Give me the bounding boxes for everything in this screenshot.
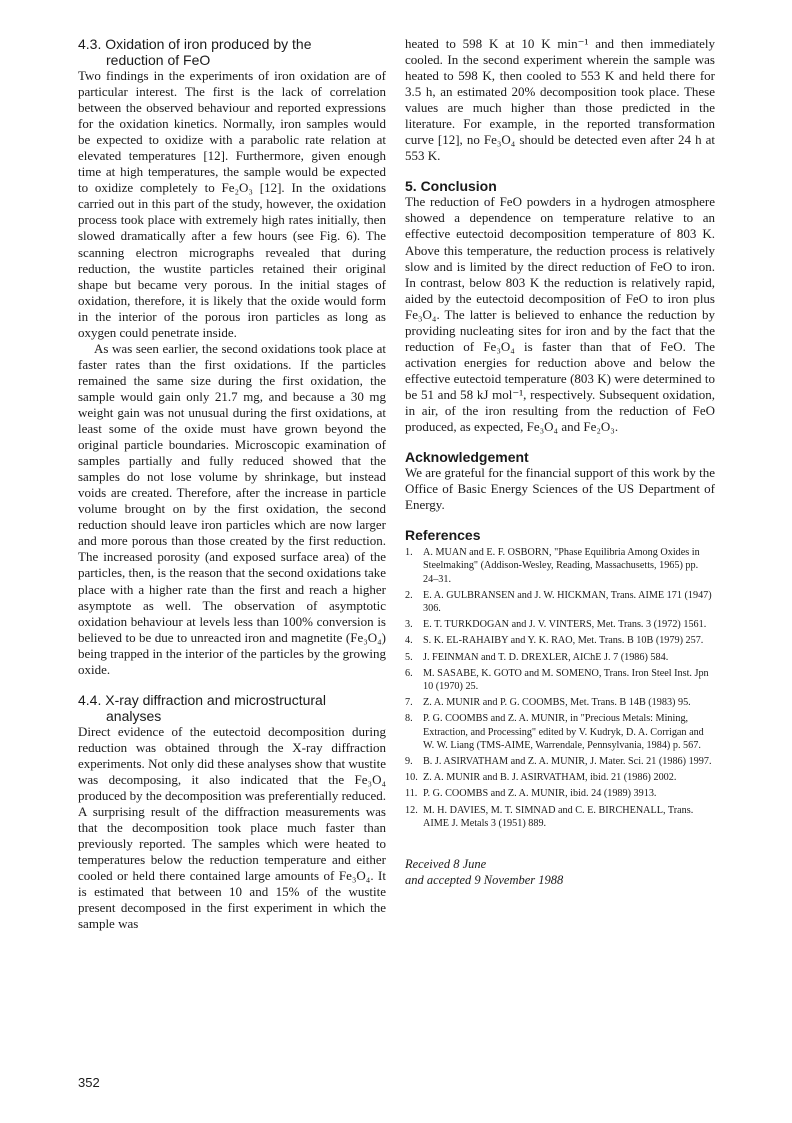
reference-number: 4. [405,635,413,647]
reference-text: E. A. GULBRANSEN and J. W. HICKMAN, Trans. AIME 171 (1947) 306. [423,589,712,615]
reference-text: M. SASABE, K. GOTO and M. SOMENO, Trans. Iron Steel Inst. Jpn 10 (1970) 25. [423,667,709,693]
reference-text: J. FEINMAN and T. D. DREXLER, AIChE J. 7 (1986) 584. [423,651,669,663]
reference-item [405,712,715,752]
reference-item [405,696,715,709]
reference-text: P. G. COOMBS and Z. A. MUNIR, ibid. 24 (1989) 3913. [423,788,657,800]
right-column [405,36,715,888]
reference-number: 3. [405,619,413,631]
reference-text: P. G. COOMBS and Z. A. MUNIR, in "Precious Metals: Mining, Extraction, and Processing" edited by V. Kudryk, D. A. Corrigan and W. W. Liang (TMS-AIME, Warrendale, Pennsylvania, 1984) p. 567. [423,713,704,751]
section-4-3-paragraph-1: Two findings in the experiments of iron oxidation are of particular interest. The first is the lack of correlation between the observed behaviour and reported expressions for the oxidation kinetics. Normally, iron samples would be expected to oxidize with a parabolic rate relation at elevated temperatures [12]. Furthermore, given enough time at high temperatures, the sample would be expected to oxidize completely to Fe₂O₃ [12]. In the oxidations carried out in this part of the study, however, the oxidation process took place with extremely high rates initially, then slowed dramatically after a few hours (see Fig. 6). The scanning electron micrographs revealed that during reduction, the wustite particles retained their original shape but became very porous. In the initial stages of oxidation, therefore, it is likely that the oxide would form in the interior of the porous iron particles as long as oxygen could penetrate inside. [78,68,386,340]
reference-number: 1. [405,547,413,559]
conclusion-heading: 5. Conclusion [405,178,497,195]
reference-item [405,755,715,768]
reference-item [405,634,715,647]
acknowledgement-paragraph: We are grateful for the financial support of this work by the Office of Basic Energy Sciences of the US Department of Energy. [405,465,715,513]
section-4-4-heading [78,692,386,724]
reference-item [405,667,715,693]
received-note [405,856,715,888]
reference-text: E. T. TURKDOGAN and J. V. VINTERS, Met. Trans. 3 (1972) 1561. [423,619,707,631]
reference-number: 5. [405,651,413,663]
reference-item [405,804,715,830]
reference-number: 11. [405,788,418,800]
reference-text: S. K. EL-RAHAIBY and Y. K. RAO, Met. Trans. B 10B (1979) 257. [423,635,704,647]
reference-item [405,618,715,631]
section-4-3-heading-line2: reduction of FeO [106,52,211,68]
reference-text: A. MUAN and E. F. OSBORN, "Phase Equilibria Among Oxides in Steelmaking" (Addison-Wesley, Reading, Massachusetts, 1965) pp. 24–31. [423,547,700,585]
reference-item [405,651,715,664]
section-4-4-paragraph-1: Direct evidence of the eutectoid decomposition during reduction was obtained through the X-ray diffraction experiments. Not only did these analyses show that wustite was decomposing, it also indicated that the Fe₃O₄ produced by the decomposition was preferentially reduced. A surprising result of the diffraction measurements was that the decomposition took place much faster than previously reported. The samples which were heated to temperatures below the reduction temperature and either cooled or held there contained large amounts of Fe₃O₄. It is estimated that between 10 and 15% of the wustite present decomposed in the first experiment in which the sample was [78,723,386,932]
received-line-1: Received 8 June [405,857,487,872]
conclusion-paragraph: The reduction of FeO powders in a hydrogen atmosphere showed a dependence on temperature relative to an effective eutectoid decomposition temperature of 803 K. Above this temperature, the reduction process is relatively slow and is limited by the direct reduction of FeO to iron. In contrast, below 803 K the reduction is relatively rapid, aided by the eutectoid decomposition of FeO to iron plus Fe₃O₄. The latter is believed to enhance the reduction by providing nucleating sites for iron and by the fact that the reduction of Fe₃O₄ is faster than that of FeO. The activation energies for reduction above and below the effective eutectoid temperature (803 K) were determined to be 51 and 58 kJ mol⁻¹, respectively. Subsequent oxidation, in air, of the iron resulting from the reduction of FeO produced, as expected, Fe₃O₄ and Fe₂O₃. [405,194,715,435]
references-list [405,546,715,830]
left-column [78,36,386,932]
reference-text: B. J. ASIRVATHAM and Z. A. MUNIR, J. Mater. Sci. 21 (1986) 1997. [423,756,712,768]
section-4-3-heading-line1: 4.3. Oxidation of iron produced by the [78,36,312,52]
reference-number: 8. [405,713,413,725]
reference-number: 10. [405,772,418,784]
section-4-4-heading-line2: analyses [106,707,162,724]
reference-number: 12. [405,804,418,816]
section-4-4-heading-line1: 4.4. X-ray diffraction and microstructural [78,691,326,708]
reference-number: 2. [405,589,413,601]
section-4-3-heading [78,36,386,68]
acknowledgement-heading: Acknowledgement [405,449,529,466]
reference-text: Z. A. MUNIR and P. G. COOMBS, Met. Trans. B 14B (1983) 95. [423,697,691,709]
reference-number: 6. [405,667,413,679]
received-line-2: and accepted 9 November 1988 [405,873,564,888]
references-heading: References [405,527,481,544]
continued-paragraph: heated to 598 K at 10 K min⁻¹ and then immediately cooled. In the second experiment wherein the sample was heated to 598 K, then cooled to 553 K and held there for 3.5 h, an estimated 20% decomposition took place. These values are much higher than those predicted in the literature. For example, in the reported transformation curve [12], no Fe₃O₄ should be detected even after 24 h at 553 K. [405,36,715,164]
reference-number: 7. [405,697,413,709]
section-4-3-paragraph-2: As was seen earlier, the second oxidations took place at faster rates than the first oxidations. If the particles remained the same size during the first oxidation, the sample would gain only 21.7 mg, and because a 30 mg weight gain was not unusual during the first oxidations, at least some of the oxide must have grown beyond the original particle boundaries. Microscopic examination of samples partially and fully reduced showed that the samples do not lose volume by shrinkage, but instead voids are created. Therefore, after the increase in particle volume brought on by the first oxidation, the second reduction should leave iron particles which are now larger and more porous than those created by the first reduction. The increased porosity (and exposed surface area) of the particles, then, is the reason that the second oxidations take place with a higher rate than the first and reach a higher asymptote as well. The observation of asymptotic oxidation behaviour at levels less than 100% conversion is believed to be due to unreacted iron and magnetite (Fe₃O₄) being trapped in the interior of the particles by the growing oxide. [78,340,386,677]
page-number: 352 [78,1075,100,1090]
reference-item [405,589,715,615]
reference-item [405,771,715,784]
reference-text: M. H. DAVIES, M. T. SIMNAD and C. E. BIRCHENALL, Trans. AIME J. Metals 3 (1951) 889. [423,804,694,829]
reference-item [405,546,715,586]
reference-item [405,787,715,800]
reference-text: Z. A. MUNIR and B. J. ASIRVATHAM, ibid. 21 (1986) 2002. [423,772,677,784]
reference-number: 9. [405,756,413,768]
